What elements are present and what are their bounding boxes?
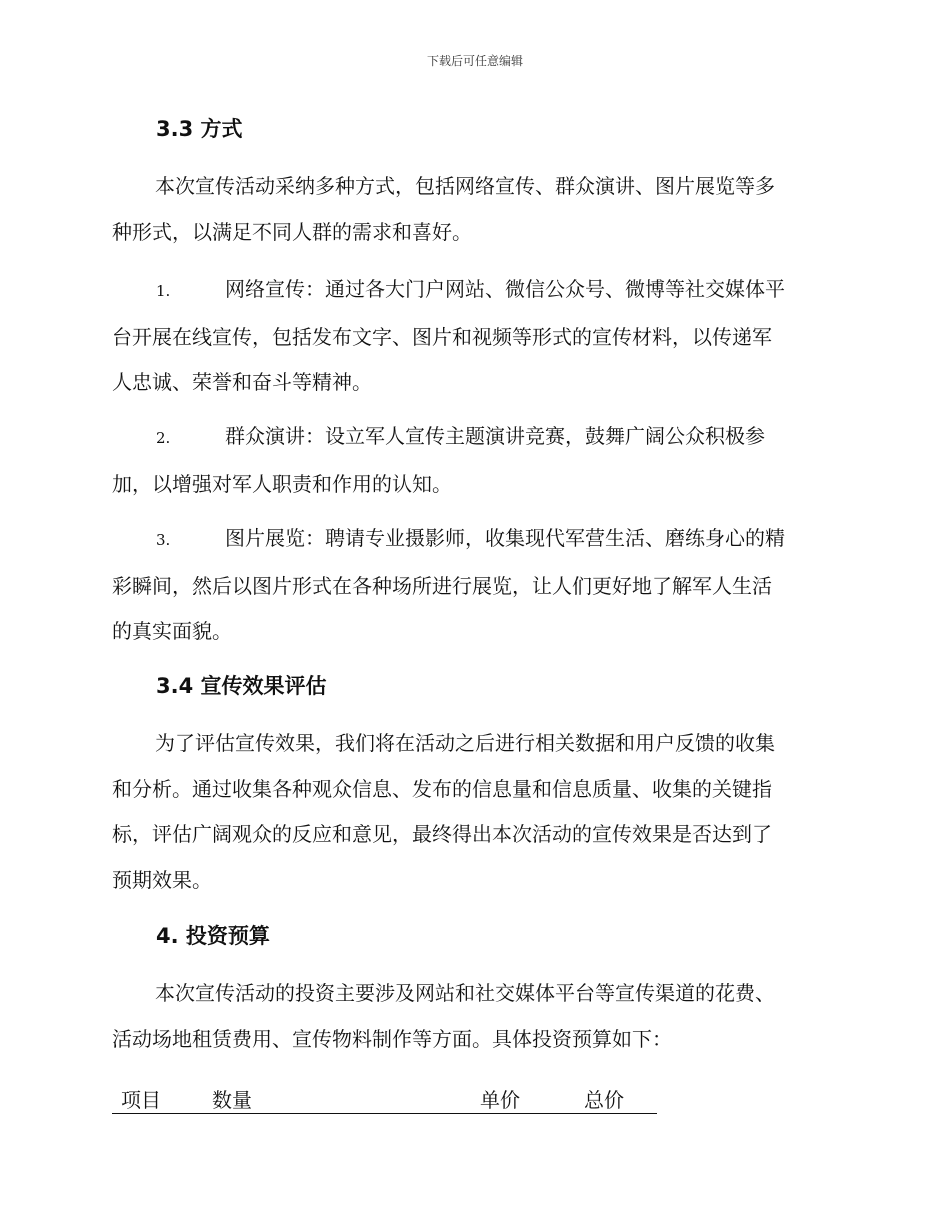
text-line: 和分析。通过收集各种观众信息、发布的信息量和信息质量、收集的关键指 xyxy=(112,776,772,801)
column-header-unit-price: 单价 xyxy=(480,1088,520,1112)
list-number: 3. xyxy=(156,531,171,549)
text-line: 人忠诚、荣誉和奋斗等精神。 xyxy=(112,370,372,394)
text-line: 本次宣传活动的投资主要涉及网站和社交媒体平台等宣传渠道的花费、 xyxy=(155,981,775,1005)
heading-3-4: 3.4 宣传效果评估 xyxy=(156,674,327,698)
heading-4: 4. 投资预算 xyxy=(156,924,270,948)
text-line: 的真实面貌。 xyxy=(112,619,232,643)
list-number: 2. xyxy=(156,429,171,447)
text-line: 加，以增强对军人职责和作用的认知。 xyxy=(112,471,452,496)
text-line: 为了评估宣传效果，我们将在活动之后进行相关数据和用户反馈的收集 xyxy=(155,731,775,755)
column-header-item: 项目 xyxy=(121,1088,161,1112)
text-line: 台开展在线宣传，包括发布文字、图片和视频等形式的宣传材料，以传递军 xyxy=(112,324,772,349)
list-item-3 xyxy=(112,516,832,655)
list-item-2 xyxy=(112,414,832,507)
column-header-quantity: 数量 xyxy=(212,1088,252,1112)
text-line: 预期效果。 xyxy=(112,867,212,892)
heading-3-3: 3.3 方式 xyxy=(156,117,243,141)
list-item-1 xyxy=(112,267,832,406)
text-line: 种形式，以满足不同人群的需求和喜好。 xyxy=(112,219,472,244)
paragraph-3-4 xyxy=(112,721,832,903)
text-line: 本次宣传活动采纳多种方式，包括网络宣传、群众演讲、图片展览等多 xyxy=(155,174,775,198)
column-header-total-price: 总价 xyxy=(584,1088,624,1112)
text-line: 网络宣传：通过各大门户网站、微信公众号、微博等社交媒体平 xyxy=(225,277,785,301)
paragraph-4 xyxy=(112,971,832,1062)
page-header: 下载后可任意编辑 xyxy=(426,54,523,68)
text-line: 彩瞬间，然后以图片形式在各种场所进行展览，让人们更好地了解军人生活 xyxy=(112,573,772,598)
text-line: 图片展览：聘请专业摄影师，收集现代军营生活、磨练身心的精 xyxy=(225,526,785,550)
budget-table-header xyxy=(112,1080,657,1114)
text-line: 标，评估广阔观众的反应和意见，最终得出本次活动的宣传效果是否达到了 xyxy=(112,822,772,846)
text-line: 群众演讲：设立军人宣传主题演讲竞赛，鼓舞广阔公众积极参 xyxy=(225,424,765,448)
list-number: 1. xyxy=(156,282,171,300)
text-line: 活动场地租赁费用、宣传物料制作等方面。具体投资预算如下： xyxy=(112,1026,672,1051)
paragraph-3-3-intro xyxy=(112,164,832,255)
